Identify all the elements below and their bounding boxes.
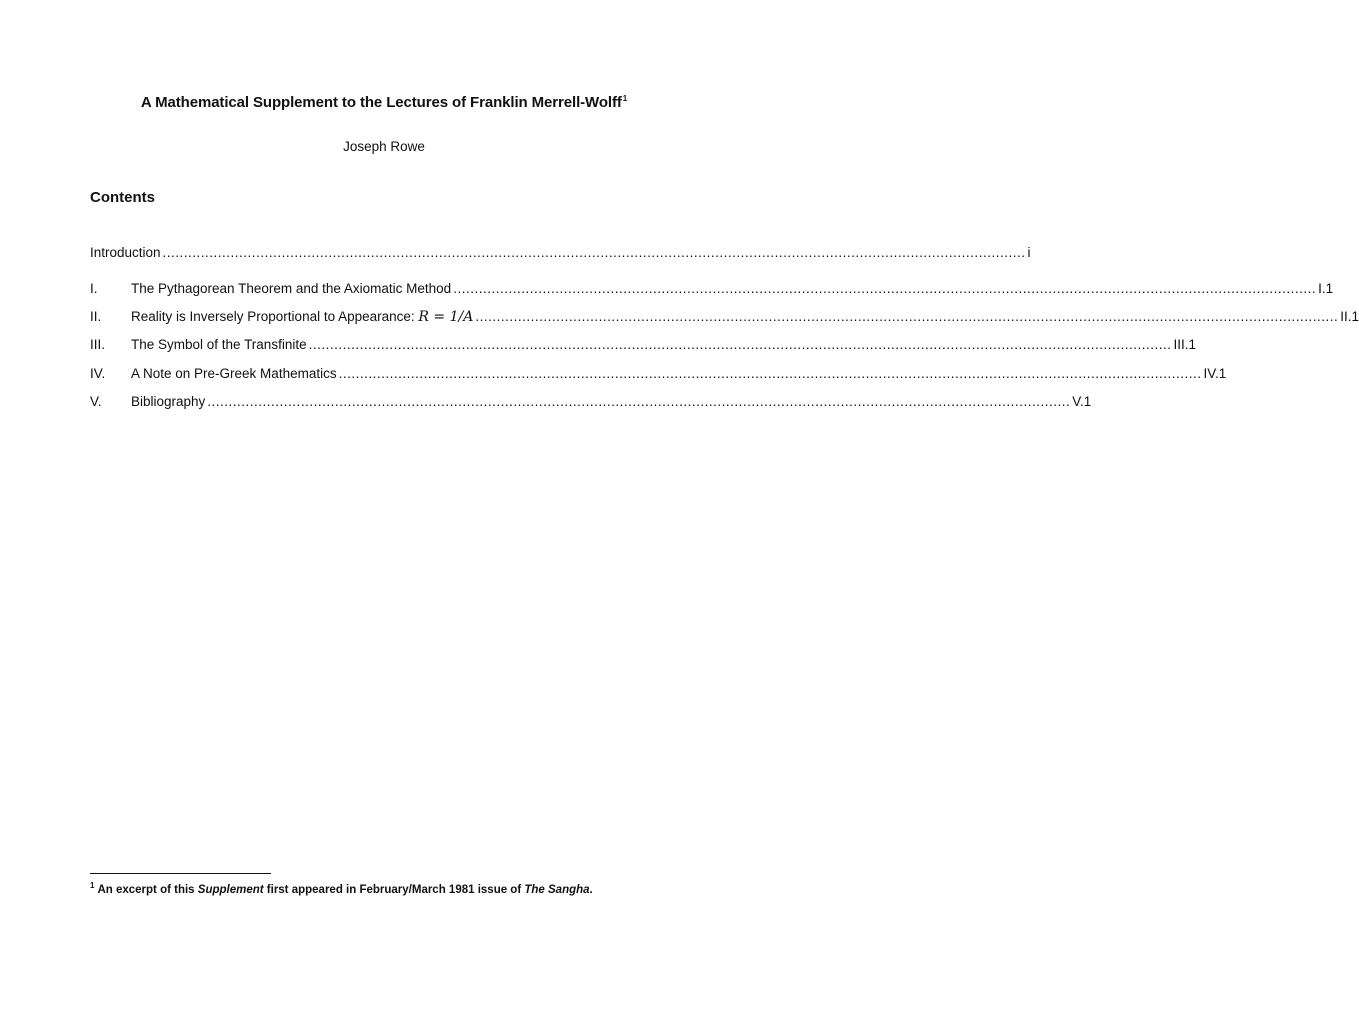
footnote-separator [90, 873, 271, 874]
title-footnote-marker: 1 [622, 94, 628, 103]
footnote [90, 881, 593, 896]
footnote-text-end: . [589, 883, 593, 896]
footnote-text-start: An excerpt of this [97, 883, 198, 896]
toc-leader-dots: ........................................................................................................................................................................................................... [207, 394, 1071, 409]
toc-entry-3[interactable] [90, 337, 1197, 357]
toc-entry-page: IV.1 [1203, 366, 1227, 381]
toc-entry-4[interactable] [90, 366, 1227, 386]
toc-entry-page: i [1027, 245, 1031, 260]
toc-entry-page: II.1 [1340, 309, 1359, 324]
toc-entry-1[interactable] [90, 281, 1334, 301]
toc-entry-label: Introduction [90, 245, 161, 260]
toc-entry-page: III.1 [1173, 337, 1197, 352]
document-title [0, 94, 768, 111]
toc-entry-math-formula: R = 1/A [418, 309, 474, 325]
toc-entry-5[interactable] [90, 394, 1092, 414]
footnote-marker: 1 [90, 881, 95, 890]
toc-leader-dots: ........................................................................................................................................................................................................... [338, 366, 1202, 381]
toc-entry-number: I. [90, 281, 98, 296]
toc-entry-label: A Note on Pre-Greek Mathematics [131, 366, 337, 381]
footnote-emphasis-publication: The Sangha [524, 883, 590, 896]
toc-entry-number: II. [90, 309, 102, 324]
author-name: Joseph Rowe [343, 139, 425, 154]
toc-entry-page: V.1 [1072, 394, 1092, 409]
footnote-emphasis-supplement: Supplement [197, 883, 264, 896]
toc-leader-dots: ........................................................................................................................................................................................................... [308, 337, 1172, 352]
toc-entry-label-text: Reality is Inversely Proportional to Appearance: [131, 309, 419, 324]
footnote-text-middle: first appeared in February/March 1981 issue of [263, 883, 525, 896]
toc-entry-label [131, 309, 473, 325]
toc-entry-label: Bibliography [131, 394, 206, 409]
toc-entry-number: IV. [90, 366, 106, 381]
toc-entry-number: III. [90, 337, 106, 352]
toc-leader-dots: ........................................................................................................................................................................................................... [453, 281, 1317, 296]
toc-leader-dots: ........................................................................................................................................................................................................... [475, 309, 1339, 324]
toc-leader-dots: ........................................................................................................................................................................................................... [162, 245, 1026, 260]
toc-entry-number: V. [90, 394, 102, 409]
toc-entry-label: The Pythagorean Theorem and the Axiomatic Method [131, 281, 452, 296]
toc-entry-introduction[interactable] [90, 245, 1031, 265]
toc-entry-label: The Symbol of the Transfinite [131, 337, 307, 352]
title-text: A Mathematical Supplement to the Lectures of Franklin Merrell-Wolff [140, 94, 622, 111]
toc-entry-page: I.1 [1318, 281, 1334, 296]
contents-heading: Contents [90, 189, 155, 206]
toc-entry-2[interactable] [90, 309, 1359, 329]
